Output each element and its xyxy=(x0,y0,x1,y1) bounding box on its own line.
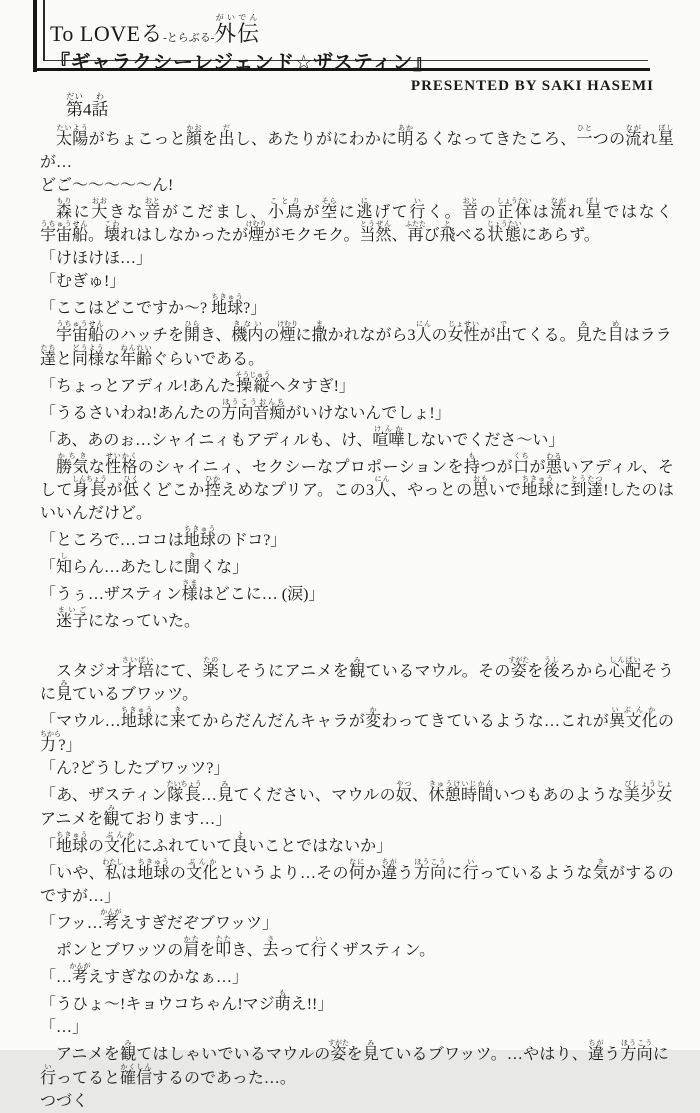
story-subtitle: 『ギャラクシーレジェンド☆ザスティン』 xyxy=(50,52,434,74)
story-paragraph: どご〜〜〜〜〜ん! xyxy=(40,177,174,194)
story-paragraph: ポンとブワッツの肩かたを叩たたき、去さって行いくザスティン。 xyxy=(56,935,436,959)
story-paragraph: 「うるさいわね!あんたの方向音痴ほうこうおんちがいけないんでしょ!」 xyxy=(40,398,451,422)
story-paragraph: 「知しらん…あたしに聞きくな」 xyxy=(40,552,249,576)
title-frame-left-inner-rule xyxy=(43,0,45,61)
story-paragraph: 「地球ちきゅうの文化ぶんかにふれていて良よいことではないか」 xyxy=(40,831,393,855)
story-paragraph: 「…考かんがえすぎなのかなぁ…」 xyxy=(40,962,249,986)
story-paragraph: 「マウル…地球ちきゅうに来きてからだんだんキャラが変かわってきているような…これが異文化いぶんかの力ちから?」 xyxy=(40,706,674,754)
story-paragraph: 太陽たいようがちょこっと顔かおを出だし、あたりがにわかに明あかるくなってきたころ、一ひとつの流ながれ星ぼしが… xyxy=(40,124,674,171)
story-paragraph: 「ところで…ココは地球ちきゅうのドコ?」 xyxy=(40,525,287,549)
story-paragraph: 迷子まいごになっていた。 xyxy=(56,606,201,630)
closing-label: つづく xyxy=(40,1093,89,1110)
story-paragraph: 勝気かちきな性格せいかくのシャイニィ、セクシーなプロポーションを持もつが口くちが悪わるいアディル、そして身長しんちょうが低ひくくどこか控ひかえめなプリア。この3人にん、やっとの思おもいで地球ちきゅうに到達とうたつ!したのはいいんだけど。 xyxy=(40,452,674,522)
story-paragraph: 森もりに大おおきな音おとがこだまし、小鳥ことりが空そらに逃にげて行いく。音おとの正体しょうたいは流ながれ星ぼしではなく宇宙船うちゅうせん。壊こわれはしなかったが煙けむりがモクモク。当然とうぜん、再ふたたび飛とべる状態じょうたいにあらず。 xyxy=(40,197,673,244)
story-paragraph: 「うぅ…ザスティン様さまはどこに… (涙)」 xyxy=(40,579,325,603)
series-title: To LOVEる-とらぶる-外伝がいでん xyxy=(50,13,260,46)
title-frame-left-outer-rule xyxy=(33,0,37,72)
episode-number: 第だい4話わ xyxy=(66,92,109,119)
story-paragraph: アニメを観みてはしゃいでいるマウルの姿すがたを見みているブワッツ。…やはり、違ちがう方向ほうこうに行いってると確信かくしんするのであった…。 xyxy=(40,1039,669,1087)
story-paragraph: 「ん?どうしたブワッツ?」 xyxy=(40,760,230,777)
header xyxy=(50,13,433,74)
story-paragraph: スタジオ才培さいばいにて、楽たのしそうにアニメを観みているマウル。その姿すがたを後うしろから心配しんぱいそうに見みているブワッツ。 xyxy=(40,656,674,703)
story-paragraph: 「…」 xyxy=(40,1019,89,1036)
story-paragraph: 「あ、あのぉ…シャイニィもアディルも、け、喧嘩けんかしないでくださ〜い」 xyxy=(40,425,565,449)
presented-by-credit: PRESENTED BY SAKI HASEMI xyxy=(410,78,654,94)
story-text xyxy=(40,124,674,1113)
story-paragraph: 「けほけほ…」 xyxy=(40,250,153,267)
story-paragraph: 「フッ…考かんがえすぎだぞブワッツ」 xyxy=(40,908,279,932)
story-paragraph: 「ここはどこですか〜? 地球ちきゅう?」 xyxy=(40,293,267,317)
story-paragraph: 「ちょっとアディル!あんた操縦そうじゅうヘタすぎ!」 xyxy=(40,371,355,395)
story-paragraph: 宇宙船うちゅうせんのハッチを開ひらき、機内きないの煙けむりに撒まかれながら3人にんの女性じょせいが出でてくる。見みた目めはララ達たちと同様どうような年齢ねんれいぐらいである。 xyxy=(40,320,672,368)
story-paragraph: 「あ、ザスティン隊長たいちょう…見みてください、マウルの奴やつ、休憩時間きゅうけいじかんいつもあのような美少女びしょうじょアニメを観みております…」 xyxy=(40,780,673,828)
story-body xyxy=(40,124,674,1090)
story-paragraph: 「むぎゅ!」 xyxy=(40,273,126,290)
story-paragraph: 「うひょ〜!キョウコちゃん!マジ萌もえ!!」 xyxy=(40,989,334,1013)
story-paragraph: 「いや、私わたしは地球ちきゅうの文化ぶんかというより…その何なにか違ちがう方向ほうこうに行いっているような気きがするのですが…」 xyxy=(40,858,674,905)
